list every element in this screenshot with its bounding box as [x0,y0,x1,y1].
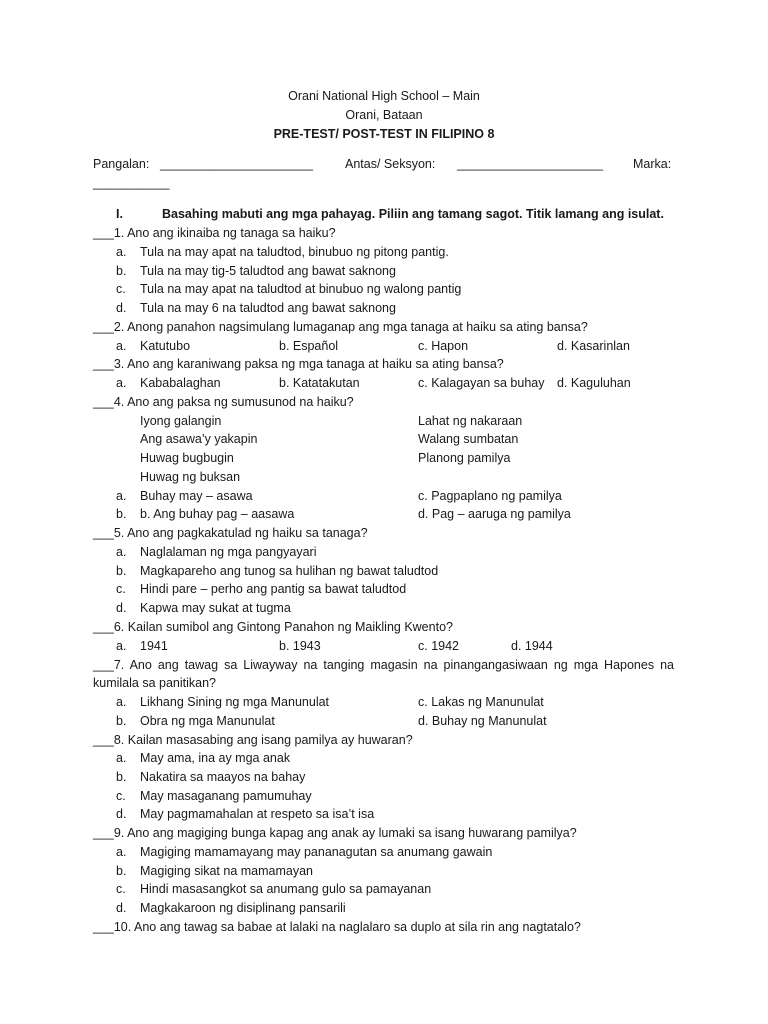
q7-option-a: Likhang Sining ng mga Manunulat [140,695,330,709]
q6-option-b: b. 1943 [279,639,321,653]
option-label: a. [116,845,127,859]
question-4: ___4. Ano ang paksa ng sumusunod na haiku? [93,395,354,409]
option-label: b. [116,770,127,784]
option-label: c. [116,882,126,896]
question-3: ___3. Ano ang karaniwang paksa ng mga tanaga at haiku sa ating bansa? [93,357,504,371]
q8-option-d: May pagmamahalan at respeto sa isa’t isa [140,807,375,821]
option-label: c. [116,282,126,296]
poem-line: Planong pamilya [418,451,511,465]
option-label: c. [116,789,126,803]
q8-option-c: May masaganang pamumuhay [140,789,312,803]
school-location: Orani, Bataan [345,108,423,122]
q9-option-d: Magkakaroon ng disiplinang pansarili [140,901,346,915]
q3-option-d: d. Kaguluhan [557,376,631,390]
score-blank[interactable]: ___________ [93,176,170,190]
section-label: Antas/ Seksyon: [345,157,436,171]
option-label: a. [116,339,127,353]
q4-option-a: Buhay may – asawa [140,489,253,503]
option-label: d. [116,807,127,821]
q8-option-a: May ama, ina ay mga anak [140,751,291,765]
poem-line: Huwag ng buksan [140,470,241,484]
poem-line: Iyong galangin [140,414,222,428]
option-label: c. [116,582,126,596]
q7-option-d: d. Buhay ng Manunulat [418,714,547,728]
question-1: ___1. Ano ang ikinaiba ng tanaga sa haiku? [93,226,336,240]
q1-option-c: Tula na may apat na taludtod at binubuo ng walong pantig [140,282,462,296]
q2-option-c: c. Hapon [418,339,469,353]
q2-option-b: b. Español [279,339,339,353]
score-label: Marka: [633,157,672,171]
question-7: ___7. Ano ang tawag sa Liwayway na tanging magasin na pinangangasiwaan ng mga Hapones na [93,658,674,672]
poem-line: Lahat ng nakaraan [418,414,523,428]
q6-option-a: 1941 [140,639,168,653]
q1-option-d: Tula na may 6 na taludtod ang bawat saknong [140,301,396,315]
question-7-cont: kumilala sa panitikan? [93,676,216,690]
q6-option-c: c. 1942 [418,639,460,653]
q5-option-b: Magkapareho ang tunog sa hulihan ng bawat taludtod [140,564,439,578]
question-10: ___10. Ano ang tawag sa babae at lalaki na naglalaro sa duplo at sila rin ang nagtatalo? [93,920,581,934]
q2-option-d: d. Kasarinlan [557,339,630,353]
question-5: ___5. Ano ang pagkakatulad ng haiku sa tanaga? [93,526,368,540]
option-label: a. [116,489,127,503]
q9-option-c: Hindi masasangkot sa anumang gulo sa pamayanan [140,882,432,896]
question-6: ___6. Kailan sumibol ang Gintong Panahon ng Maikling Kwento? [93,620,453,634]
poem-line: Ang asawa’y yakapin [140,432,258,446]
option-label: b. [116,714,127,728]
option-label: b. [116,264,127,278]
q9-option-a: Magiging mamamayang may pananagutan sa anumang gawain [140,845,493,859]
option-label: a. [116,376,127,390]
q6-option-d: d. 1944 [511,639,553,653]
question-9: ___9. Ano ang magiging bunga kapag ang anak ay lumaki sa isang huwarang pamilya? [93,826,577,840]
q4-option-b: b. Ang buhay pag – aasawa [140,507,295,521]
instruction-number: I. [116,207,123,221]
q4-option-c: c. Pagpaplano ng pamilya [418,489,562,503]
option-label: b. [116,564,127,578]
option-label: a. [116,639,127,653]
poem-line: Walang sumbatan [418,432,519,446]
q3-option-c: c. Kalagayan sa buhay [418,376,545,390]
name-label: Pangalan: [93,157,150,171]
q1-option-b: Tula na may tig-5 taludtod ang bawat saknong [140,264,396,278]
instruction-text: Basahing mabuti ang mga pahayag. Piliin ang tamang sagot. Titik lamang ang isulat. [162,207,664,221]
q5-option-d: Kapwa may sukat at tugma [140,601,291,615]
option-label: b. [116,864,127,878]
option-label: a. [116,751,127,765]
q9-option-b: Magiging sikat na mamamayan [140,864,313,878]
section-blank[interactable]: _____________________ [457,157,603,171]
question-8: ___8. Kailan masasabing ang isang pamilya ay huwaran? [93,733,413,747]
option-label: a. [116,695,127,709]
q5-option-a: Naglalaman ng mga pangyayari [140,545,317,559]
option-label: d. [116,601,127,615]
test-title: PRE-TEST/ POST-TEST IN FILIPINO 8 [273,127,495,141]
option-label: a. [116,545,127,559]
q2-option-a: Katutubo [140,339,191,353]
q7-option-c: c. Lakas ng Manunulat [418,695,544,709]
q8-option-b: Nakatira sa maayos na bahay [140,770,306,784]
q5-option-c: Hindi pare – perho ang pantig sa bawat taludtod [140,582,407,596]
q4-option-d: d. Pag – aaruga ng pamilya [418,507,571,521]
option-label: a. [116,245,127,259]
option-label: d. [116,301,127,315]
q3-option-b: b. Katatakutan [279,376,360,390]
q3-option-a: Kababalaghan [140,376,221,390]
school-name: Orani National High School – Main [288,89,480,103]
option-label: d. [116,901,127,915]
q1-option-a: Tula na may apat na taludtod, binubuo ng pitong pantig. [140,245,449,259]
option-label: b. [116,507,127,521]
q7-option-b: Obra ng mga Manunulat [140,714,275,728]
poem-line: Huwag bugbugin [140,451,234,465]
question-2: ___2. Anong panahon nagsimulang lumaganap ang mga tanaga at haiku sa ating bansa? [93,320,588,334]
name-blank[interactable]: ______________________ [160,157,313,171]
